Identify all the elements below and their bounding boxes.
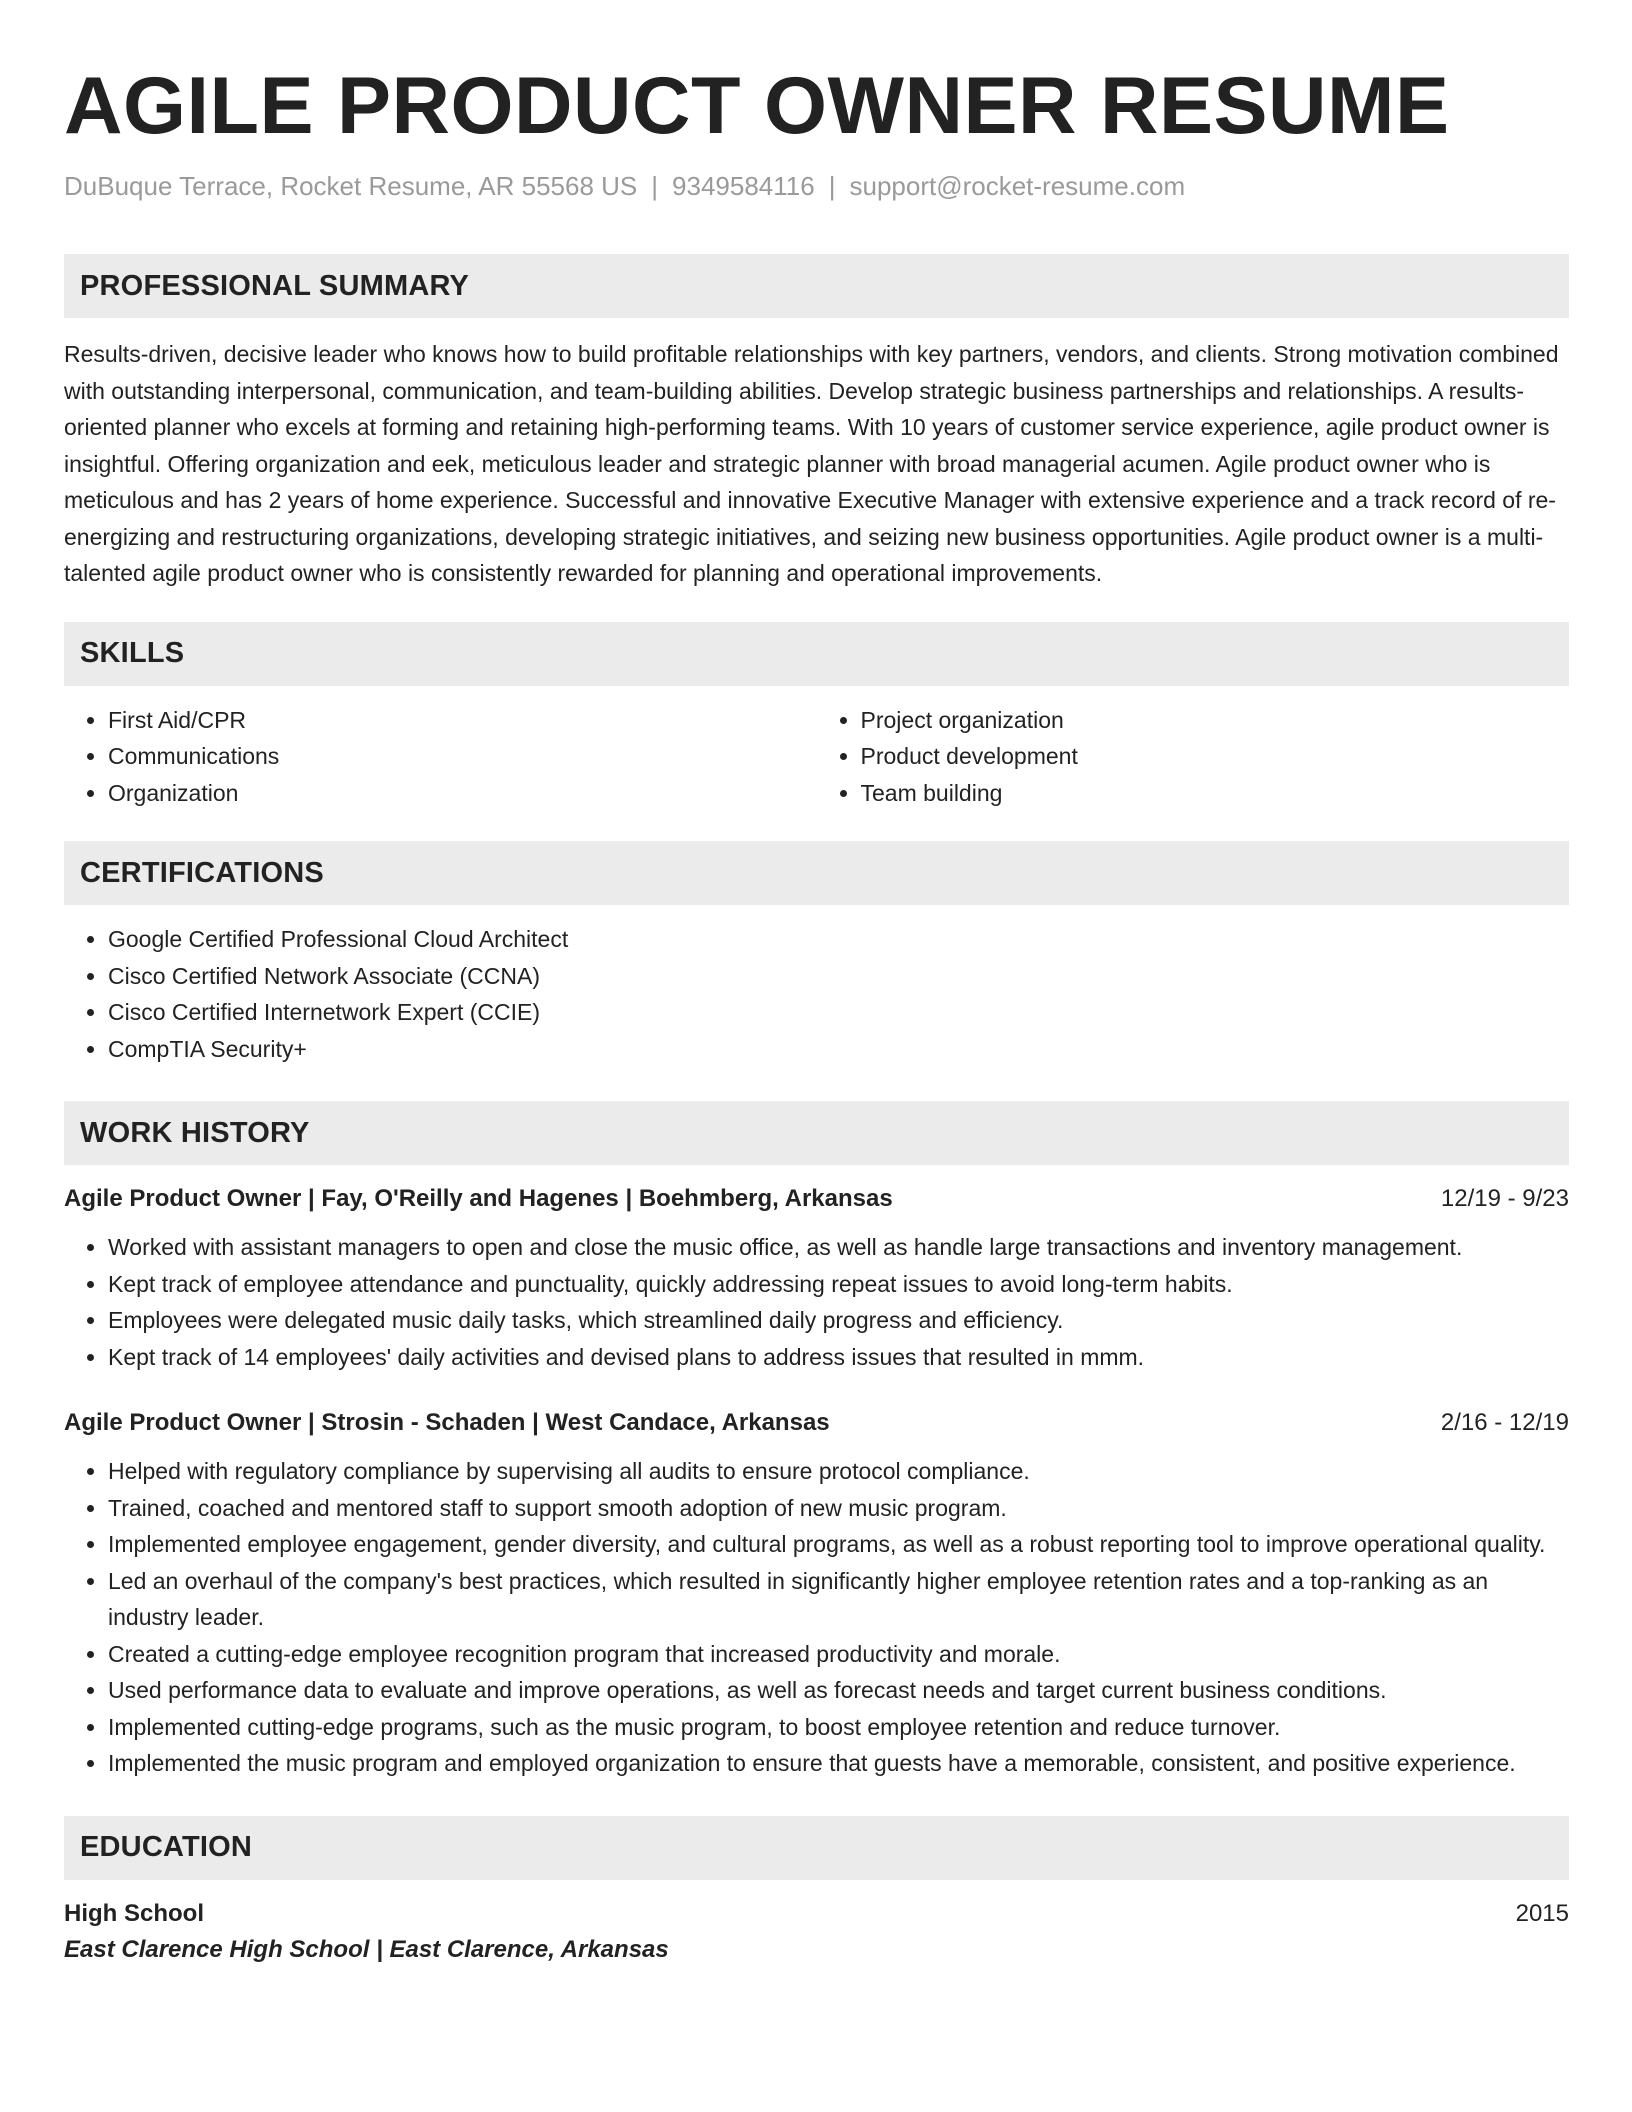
job-bullet: • Employees were delegated music daily tasks, which streamlined daily progress and efficiency. (108, 1302, 1569, 1339)
job-entry (64, 1409, 1569, 1782)
skills-section-header (64, 622, 1569, 686)
job-title: Agile Product Owner | Fay, O'Reilly and Hagenes | Boehmberg, Arkansas (64, 1185, 893, 1213)
job-bullet: • Kept track of employee attendance and punctuality, quickly addressing repeat issues to avoid long-term habits. (108, 1266, 1569, 1303)
summary-section-header (64, 254, 1569, 318)
job-title: Agile Product Owner | Strosin - Schaden | West Candace, Arkansas (64, 1409, 830, 1437)
certification-item: • Google Certified Professional Cloud Architect (108, 921, 1569, 958)
job-dates: 12/19 - 9/23 (1440, 1185, 1569, 1213)
education-heading: EDUCATION (80, 1831, 253, 1864)
skills-column-left (64, 702, 817, 812)
job-bullet: • Implemented cutting-edge programs, such as the music program, to boost employee retention and reduce turnover. (108, 1709, 1569, 1746)
certification-item: • Cisco Certified Network Associate (CCNA) (108, 958, 1569, 995)
skills-list (64, 686, 1569, 812)
certifications-list (64, 921, 1569, 1067)
job-bullet: • Implemented the music program and employed organization to ensure that guests have a memorable, consistent, and positive experience. (108, 1745, 1569, 1782)
skill-item: • Organization (108, 775, 817, 812)
job-header (64, 1185, 1569, 1213)
job-bullet: • Implemented employee engagement, gender diversity, and cultural programs, as well as a robust reporting tool to improve operational quality. (108, 1526, 1569, 1563)
resume-title: AGILE PRODUCT OWNER RESUME (64, 61, 1450, 151)
contact-separator: | (651, 171, 659, 201)
summary-text: Results-driven, decisive leader who knows how to build profitable relationships with key partners, vendors, and clients. Strong motivation combined with outstanding interpersonal, communication, and team-building abilities. Develop strategic business partnerships and relationships. A results-oriented planner who excels at forming and retaining high-performing teams. With 10 years of customer service experience, agile product owner is insightful. Offering organization and eek, meticulous leader and strategic planner with broad managerial acumen. Agile product owner who is meticulous and has 2 years of home experience. Successful and innovative Executive Manager with extensive experience and a track record of re-energizing and restructuring organizations, developing strategic initiatives, and seizing new business opportunities. Agile product owner is a multi-talented agile product owner who is consistently rewarded for planning and operational improvements. (64, 341, 1559, 587)
education-section-header (64, 1816, 1569, 1880)
work-section-header (64, 1101, 1569, 1165)
contact-phone: 9349584116 (672, 171, 815, 201)
skill-item: • First Aid/CPR (108, 702, 817, 739)
contact-address: DuBuque Terrace, Rocket Resume, AR 55568 US (64, 171, 638, 201)
job-bullet: • Worked with assistant managers to open and close the music office, as well as handle large transactions and inventory management. (108, 1229, 1569, 1266)
education-year: 2015 (1515, 1899, 1569, 1927)
skill-item: • Team building (861, 775, 1570, 812)
job-bullet: • Used performance data to evaluate and improve operations, as well as forecast needs and target current business conditions. (108, 1672, 1569, 1709)
job-entry (64, 1185, 1569, 1375)
job-header (64, 1409, 1569, 1437)
job-bullets (64, 1229, 1569, 1375)
contact-separator: | (828, 171, 836, 201)
job-bullet: • Created a cutting-edge employee recognition program that increased productivity and morale. (108, 1636, 1569, 1673)
job-bullet: • Kept track of 14 employees' daily activities and devised plans to address issues that resulted in mmm. (108, 1339, 1569, 1376)
job-bullet: • Helped with regulatory compliance by supervising all audits to ensure protocol compliance. (108, 1453, 1569, 1490)
certifications-heading: CERTIFICATIONS (80, 856, 324, 889)
contact-line (64, 171, 1569, 202)
work-heading: WORK HISTORY (80, 1116, 310, 1149)
job-bullet: • Trained, coached and mentored staff to support smooth adoption of new music program. (108, 1490, 1569, 1527)
contact-email: support@rocket-resume.com (849, 171, 1186, 201)
skills-column-right (817, 702, 1570, 812)
summary-heading: PROFESSIONAL SUMMARY (80, 269, 470, 302)
certification-item: • CompTIA Security+ (108, 1031, 1569, 1068)
job-dates: 2/16 - 12/19 (1440, 1409, 1569, 1437)
job-bullet: • Led an overhaul of the company's best practices, which resulted in significantly higher employee retention rates and a top-ranking as an industry leader. (108, 1563, 1569, 1636)
skill-item: • Project organization (861, 702, 1570, 739)
skill-item: • Product development (861, 738, 1570, 775)
education-school: East Clarence High School | East Clarence, Arkansas (64, 1935, 669, 1963)
certifications-section-header (64, 841, 1569, 905)
education-header (64, 1900, 1569, 1928)
education-degree: High School (64, 1899, 204, 1927)
job-bullets (64, 1453, 1569, 1782)
certification-item: • Cisco Certified Internetwork Expert (CCIE) (108, 994, 1569, 1031)
skills-heading: SKILLS (80, 637, 185, 670)
skill-item: • Communications (108, 738, 817, 775)
